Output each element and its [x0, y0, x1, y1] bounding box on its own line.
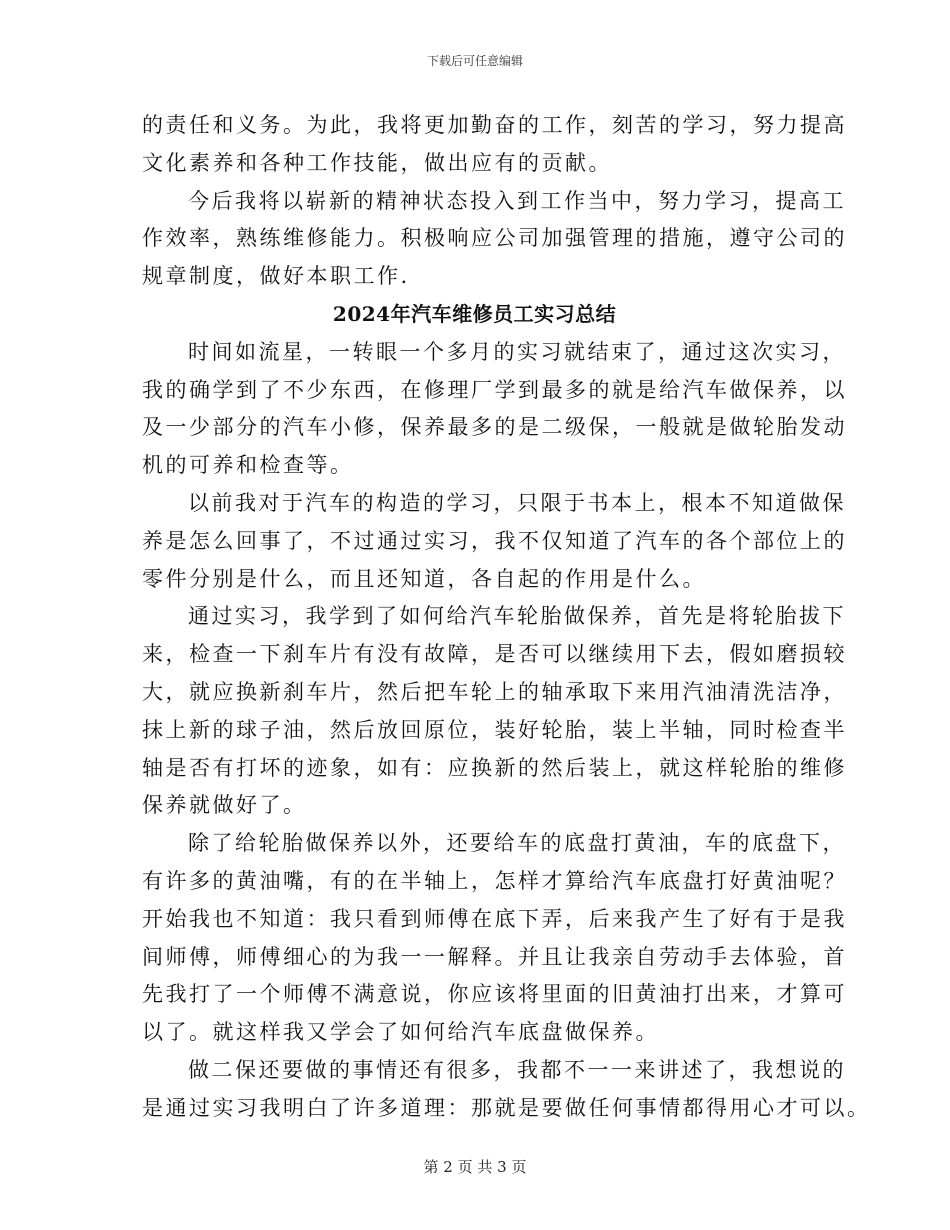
- text-line: 作效率，熟练维修能力。积极响应公司加强管理的措施，遵守公司的: [142, 226, 847, 251]
- page-number: 第 2 页 共 3 页: [423, 1158, 527, 1176]
- text-line: 规章制度，做好本职工作.: [142, 264, 410, 289]
- text-line: 的责任和义务。为此，我将更加勤奋的工作，刻苦的学习，努力提高: [142, 113, 847, 137]
- document-body: [142, 107, 871, 1128]
- text-line: 保养就做好了。: [142, 793, 307, 818]
- paragraph-first-line: 时间如流星，一转眼一个多月的实习就结束了，通过这次实习，: [188, 339, 846, 364]
- text-line: 大，就应换新刹车片，然后把车轮上的轴承取下来用汽油清洗洁净，: [142, 679, 847, 704]
- text-line: 机的可养和检查等。: [142, 453, 354, 478]
- text-line: 间师傅，师傅细心的为我一一解释。并且让我亲自劳动手去体验，首: [142, 944, 847, 969]
- paragraph-first-line: 除了给轮胎做保养以外，还要给车的底盘打黄油，车的底盘下，: [188, 831, 846, 856]
- paragraph-first-line: 做二保还要做的事情还有很多，我都不一一来讲述了，我想说的: [188, 1057, 846, 1082]
- section-title: 2024年汽车维修员工实习总结: [332, 301, 617, 326]
- page-header-note: 下载后可任意编辑: [426, 54, 523, 68]
- paragraph-first-line: 今后我将以崭新的精神状态投入到工作当中，努力学习，提高工: [188, 188, 846, 213]
- text-line: 我的确学到了不少东西，在修理厂学到最多的就是给汽车做保养，以: [142, 377, 847, 402]
- text-line: 以了。就这样我又学会了如何给汽车底盘做保养。: [142, 1020, 659, 1045]
- text-line: 来，检查一下刹车片有没有故障，是否可以继续用下去，假如磨损较: [142, 642, 847, 667]
- text-line: 及一少部分的汽车小修，保养最多的是二级保，一般就是做轮胎发动: [142, 415, 847, 440]
- text-line: 抹上新的球子油，然后放回原位，装好轮胎，装上半轴，同时检查半: [142, 717, 847, 742]
- text-line: 有许多的黄油嘴，有的在半轴上，怎样才算给汽车底盘打好黄油呢？: [142, 868, 847, 893]
- text-line: 先我打了一个师傅不满意说，你应该将里面的旧黄油打出来，才算可: [142, 982, 847, 1007]
- paragraph-first-line: 通过实习，我学到了如何给汽车轮胎做保养，首先是将轮胎拔下: [188, 604, 846, 629]
- paragraph-first-line: 以前我对于汽车的构造的学习，只限于书本上，根本不知道做保: [188, 490, 846, 515]
- text-line: 零件分别是什么，而且还知道，各自起的作用是什么。: [142, 566, 706, 591]
- text-line: 养是怎么回事了，不过通过实习，我不仅知道了汽车的各个部位上的: [142, 528, 847, 553]
- text-line: 是通过实习我明白了许多道理：那就是要做任何事情都得用心才可以。: [142, 1095, 871, 1120]
- text-line: 轴是否有打坏的迹象，如有：应换新的然后装上，就这样轮胎的维修: [142, 755, 847, 780]
- text-line: 开始我也不知道：我只看到师傅在底下弄，后来我产生了好有于是我: [142, 906, 847, 931]
- text-line: 文化素养和各种工作技能，做出应有的贡献。: [142, 150, 612, 175]
